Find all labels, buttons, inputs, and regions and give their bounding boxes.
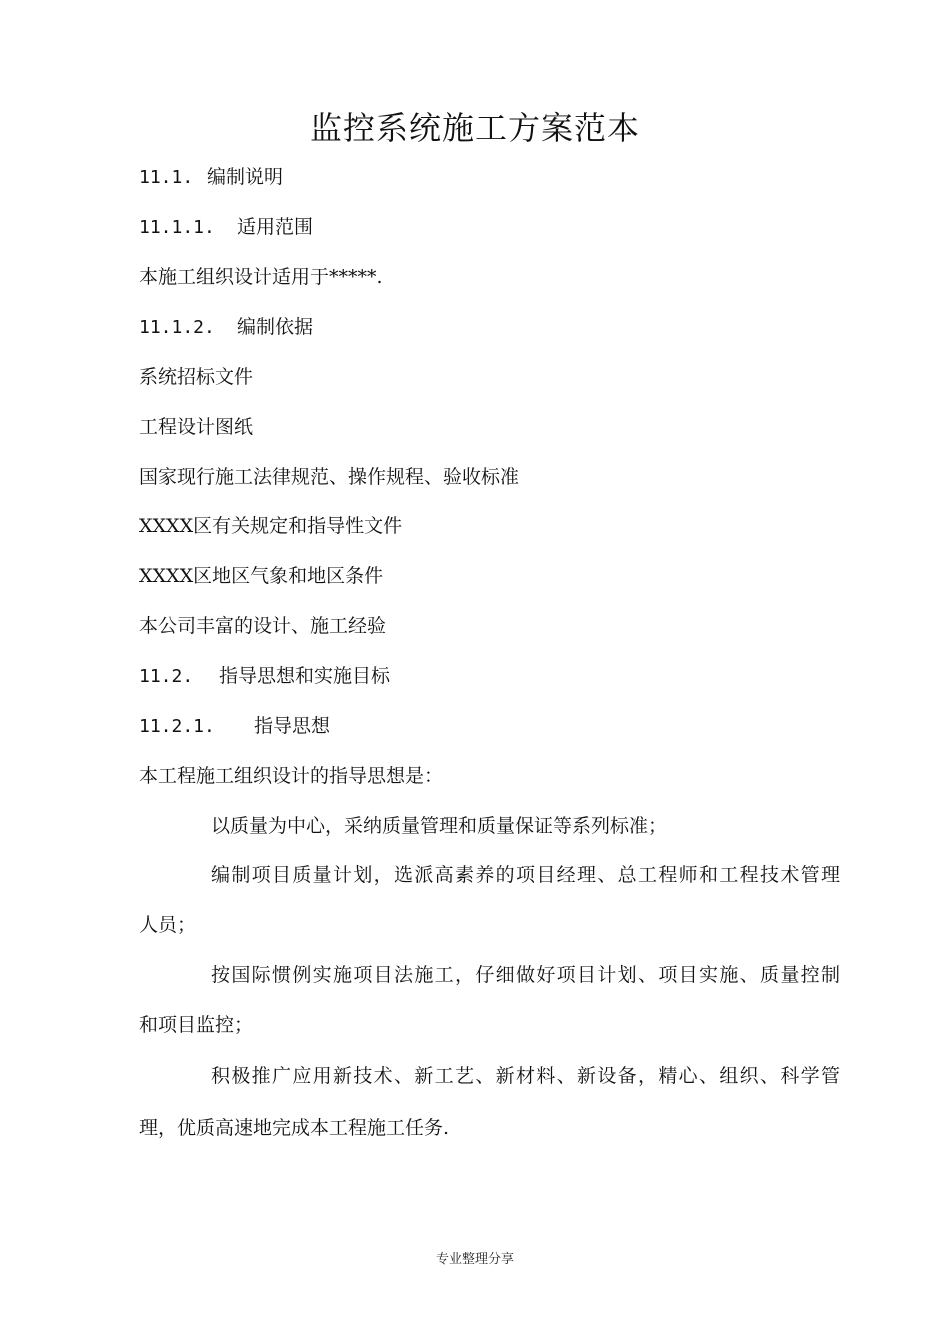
basis-item: XXXX区有关规定和指导性文件: [139, 515, 403, 537]
guiding-item-first-line: 编制项目质量计划，选派高素养的项目经理、总工程师和工程技术管理: [211, 864, 840, 886]
section-heading-11-2-1: [139, 711, 330, 742]
section-heading-11-1: [139, 162, 283, 193]
section-title: 适用范围: [237, 216, 314, 238]
guiding-item-continuation: 理，优质高速地完成本工程施工任务.: [139, 1117, 450, 1139]
section-title: 指导思想和实施目标: [219, 665, 391, 687]
page-footer: 专业整理分享: [435, 1252, 514, 1267]
basis-item: XXXX区地区气象和地区条件: [139, 565, 384, 587]
section-title: 指导思想: [254, 715, 331, 737]
section-number: 11.2.1.: [139, 716, 215, 737]
basis-item: 工程设计图纸: [139, 416, 254, 438]
guiding-item-first-line: 以质量为中心，采纳质量管理和质量保证等系列标准；: [211, 815, 668, 837]
basis-item: 系统招标文件: [139, 366, 254, 388]
document-title: 监控系统施工方案范本: [309, 109, 640, 147]
section-title: 编制说明: [207, 166, 284, 188]
guiding-item-first-line: 积极推广应用新技术、新工艺、新材料、新设备，精心、组织、科学管: [211, 1065, 840, 1087]
section-number: 11.2.: [139, 666, 194, 687]
basis-item: 本公司丰富的设计、施工经验: [139, 615, 387, 637]
section-heading-11-2: [139, 661, 390, 692]
guiding-item-first-line: 按国际惯例实施项目法施工，仔细做好项目计划、项目实施、质量控制: [211, 964, 840, 986]
section-number: 11.1.2.: [139, 317, 215, 338]
section-heading-11-1-2: [139, 312, 313, 343]
section-number: 11.1.: [139, 167, 194, 188]
guiding-item-continuation: 人员；: [139, 914, 197, 936]
section-title: 编制依据: [237, 316, 314, 338]
guiding-intro: 本工程施工组织设计的指导思想是：: [139, 765, 444, 787]
section-number: 11.1.1.: [139, 217, 215, 238]
scope-paragraph: 本施工组织设计适用于*****.: [139, 266, 383, 288]
basis-item: 国家现行施工法律规范、操作规程、验收标准: [139, 466, 520, 488]
section-heading-11-1-1: [139, 212, 313, 243]
guiding-item-continuation: 和项目监控；: [139, 1014, 254, 1036]
